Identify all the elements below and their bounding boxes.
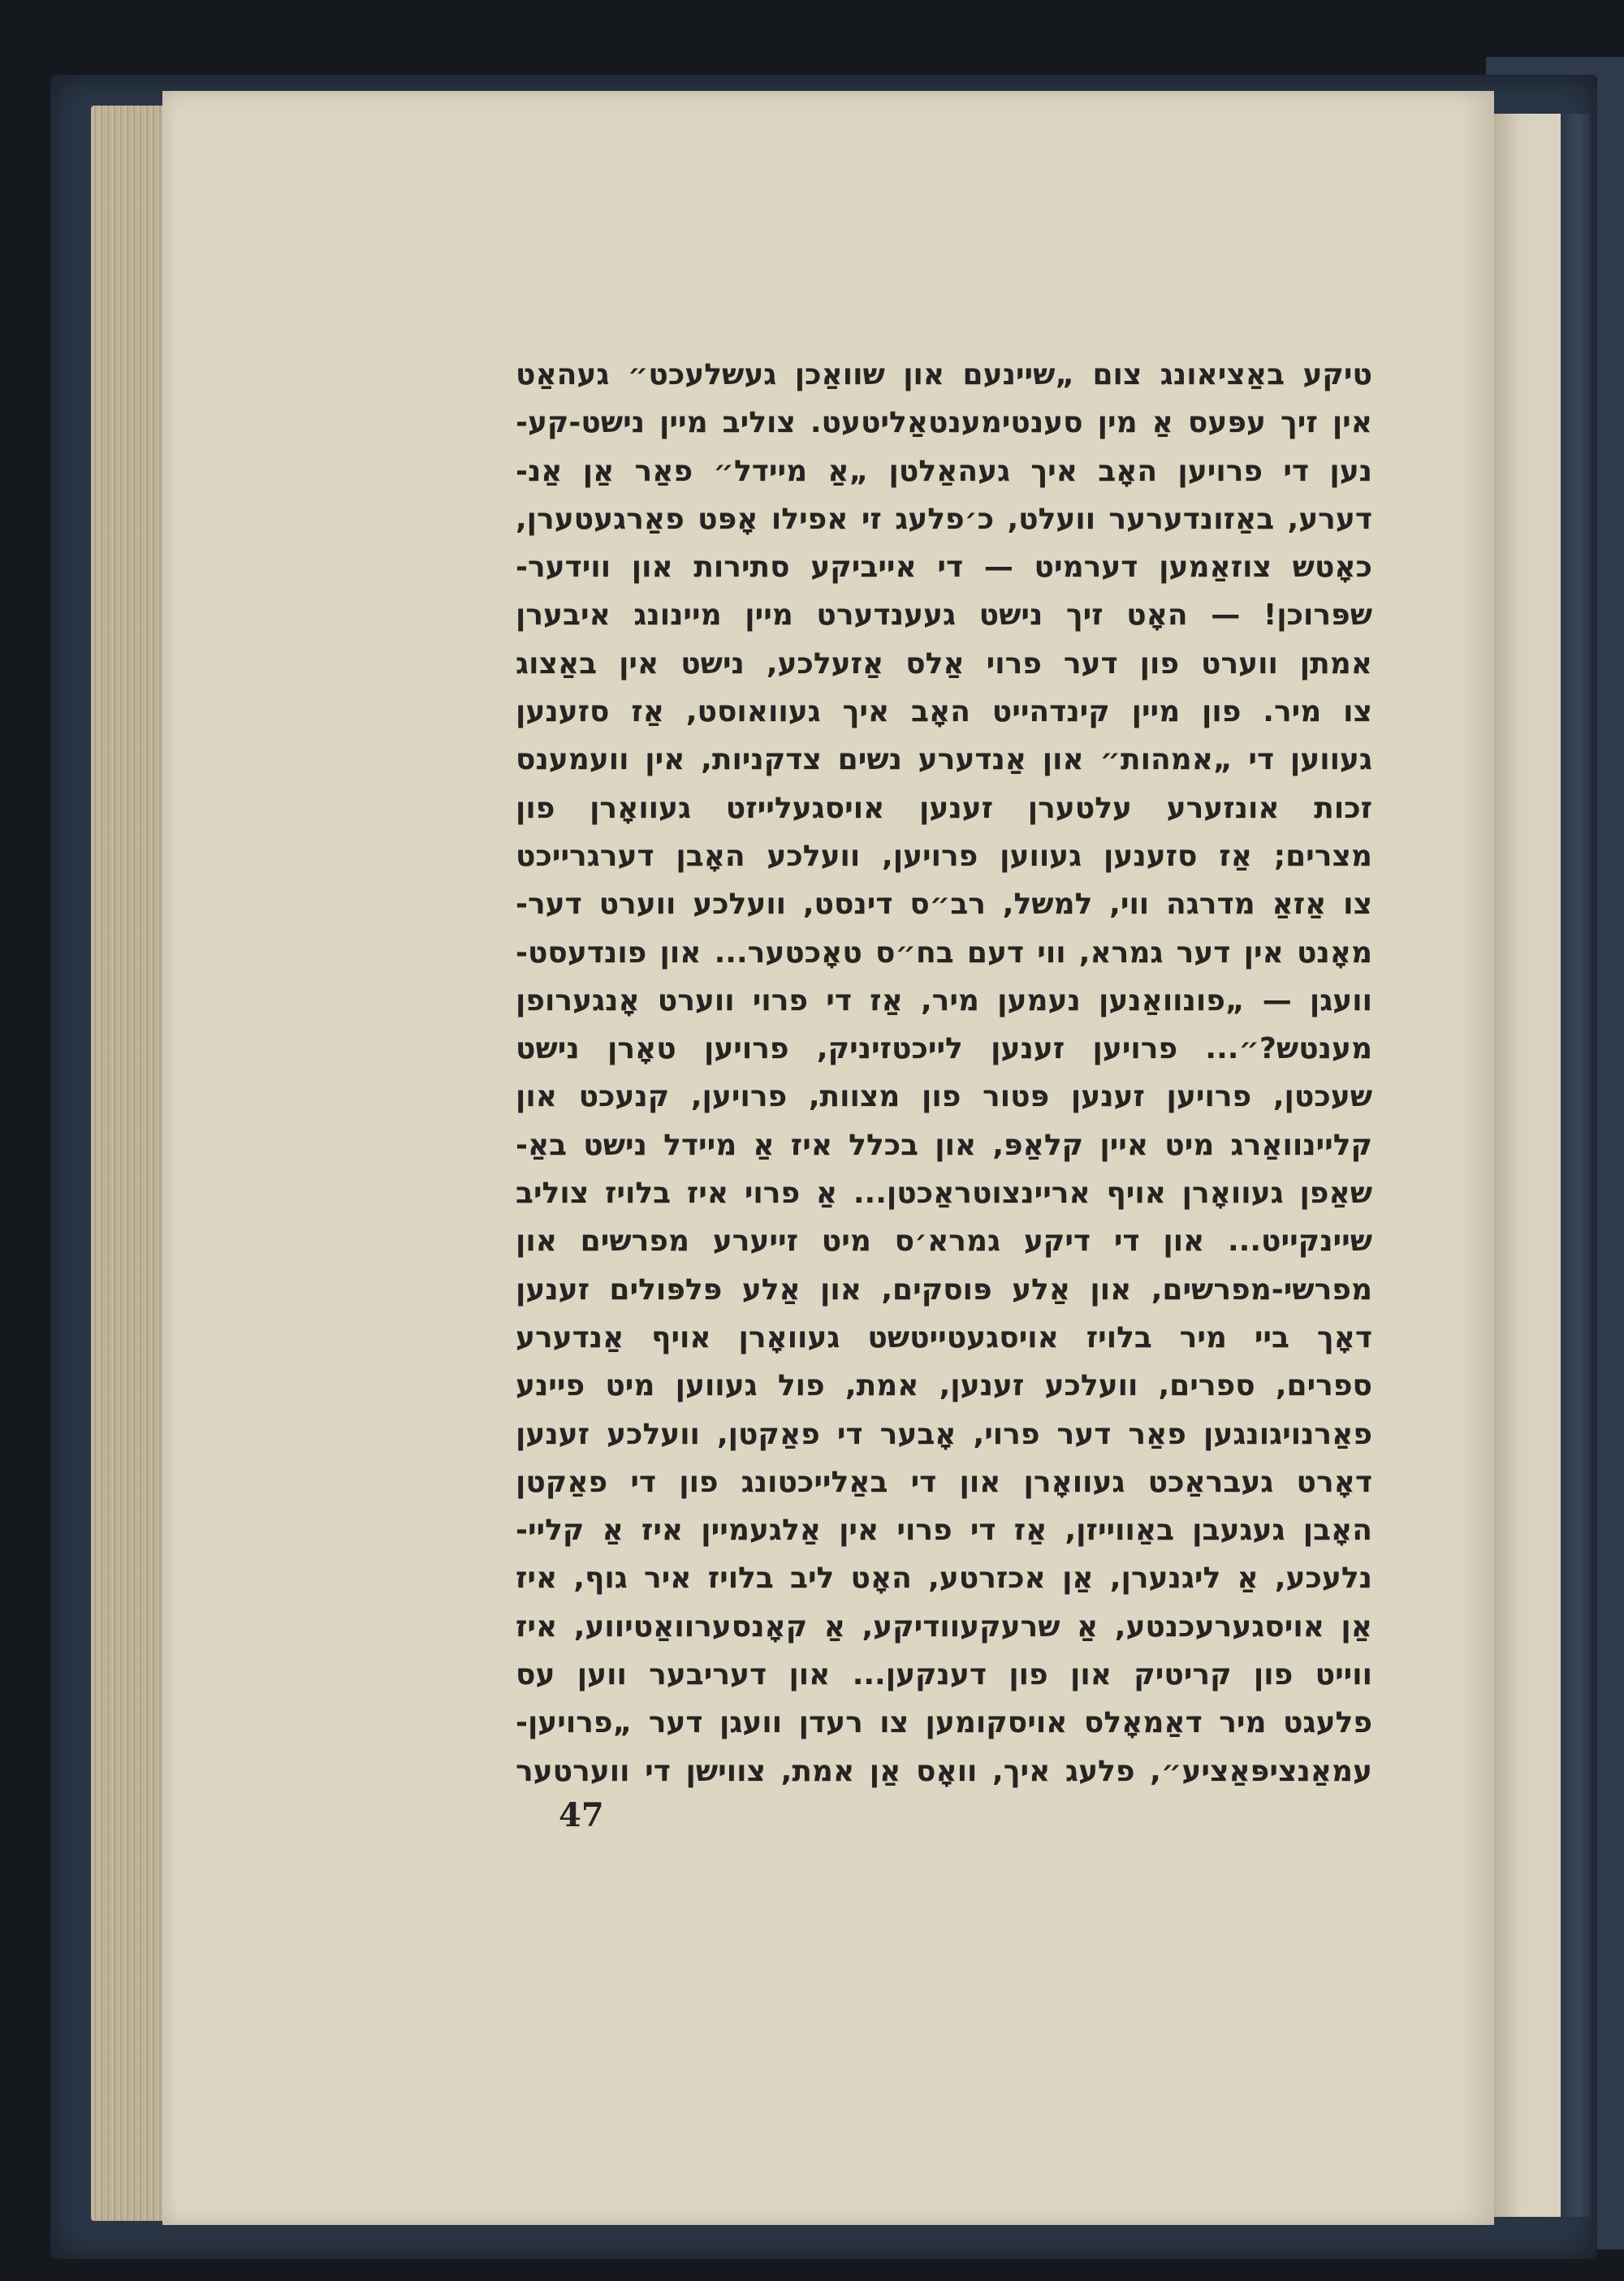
text-line: געווען די „אמהות״ און אַנדערע נשים צדקניות, אין וועמענס bbox=[516, 743, 1372, 777]
text-line: שאַפן געוואָרן אויף אריינצוטראַכטן... אַ פרוי איז בלויז צוליב bbox=[516, 1177, 1372, 1211]
text-line: ספרים, ספרים, וועלכע זענען, אמת, פול געווען מיט פיינע bbox=[516, 1369, 1372, 1403]
text-line: נען די פרויען האָב איך געהאַלטן „אַ מיידל״ פאַר אַן אַנ- bbox=[516, 454, 1372, 488]
text-line: טיקע באַציאונג צום „שיינעם און שוואַכן געשלעכט״ געהאַט bbox=[516, 358, 1372, 391]
text-line: כאָטש צוזאַמען דערמיט — די אייביקע סתירות און ווידער- bbox=[516, 551, 1372, 585]
facing-cover-edge bbox=[1561, 114, 1590, 2217]
text-line: מצרים; אַז סזענען געווען פרויען, וועלכע האָבן דערגרייכט bbox=[516, 839, 1372, 873]
text-line: דערע, באַזונדערער וועלט, כ׳פלעג זי אפילו אָפּט פאַרגעטערן, bbox=[516, 502, 1372, 536]
text-line: פאַרנויגונגען פאַר דער פרוי, אָבער די פאַקטן, וועלכע זענען bbox=[516, 1417, 1372, 1451]
text-line: אמתן ווערט פון דער פרוי אַלס אַזעלכע, נישט אין באַצוג bbox=[516, 646, 1372, 680]
page-block-edge bbox=[91, 106, 172, 2221]
page-number: 47 bbox=[559, 1796, 604, 1834]
text-line: וועגן — „פונוואַנען נעמען מיר, אַז די פרוי ווערט אָנגערופן bbox=[516, 983, 1372, 1017]
text-line: האָבן געגעבן באַווייזן, אַז די פרוי אין אַלגעמיין איז אַ קליי- bbox=[516, 1514, 1372, 1548]
text-line: אַן אויסגערעכנטע, אַ שרעקעוודיקע, אַ קאָנסערוואַטיווע, איז bbox=[516, 1609, 1372, 1644]
text-line: עמאַנציפּאַציע״, פלעג איך, וואָס אַן אמת, צווישן די ווערטער bbox=[516, 1754, 1372, 1788]
text-line: שיינקייט... און די דיקע גמרא׳ס מיט זייערע מפרשים און bbox=[516, 1225, 1372, 1259]
text-line: אין זיך עפּעס אַ מין סענטימענטאַליטעט. צוליב מיין נישט-קע- bbox=[516, 406, 1372, 440]
text-line: נלעכע, אַ ליגנערן, אַן אכזרטע, האָט ליב בלויז איר גוף, איז bbox=[516, 1562, 1372, 1596]
text-line: דאָך ביי מיר בלויז אויסגעטייטשט געוואָרן אויף אַנדערע bbox=[516, 1320, 1372, 1354]
text-line: צו מיר. פון מיין קינדהייט האָב איך געוואוסט, אַז סזענען bbox=[516, 695, 1372, 729]
text-line: צו אַזאַ מדרגה ווי, למשל, רב״ס דינסט, וועלכע ווערט דער- bbox=[516, 888, 1372, 922]
text-line: דאָרט געבראַכט געוואָרן און די באַלייכטונג פון די פאַקטן bbox=[516, 1465, 1372, 1499]
text-line: שעכטן, פרויען זענען פּטור פון מצוות, פרויען, קנעכט און bbox=[516, 1080, 1372, 1114]
text-line: מאָנט אין דער גמרא, ווי דעם בח״ס טאָכטער... און פונדעסט- bbox=[516, 935, 1372, 970]
text-line: ווייט פון קריטיק און פון דענקען... און דעריבער ווען עס bbox=[516, 1658, 1372, 1692]
page-text bbox=[516, 351, 1372, 1795]
text-line: קליינוואַרג מיט איין קלאַפּ, און בכלל איז אַ מיידל נישט באַ- bbox=[516, 1128, 1372, 1162]
text-line: שפּרוכן! — האָט זיך נישט געענדערט מיין מיינונג איבערן bbox=[516, 598, 1372, 633]
text-line: פלעגט מיר דאַמאָלס אויסקומען צו רעדן וועגן דער „פרויען- bbox=[516, 1706, 1372, 1740]
text-line: מענטש?״... פרויען זענען לייכטזיניק, פרויען טאָרן נישט bbox=[516, 1032, 1372, 1066]
text-line: מפרשי-מפרשים, און אַלע פּוסקים, און אַלע פּלפּולים זענען bbox=[516, 1272, 1372, 1307]
text-line: זכות אונזערע עלטערן זענען אויסגעלייזט געוואָרן פון bbox=[516, 791, 1372, 825]
